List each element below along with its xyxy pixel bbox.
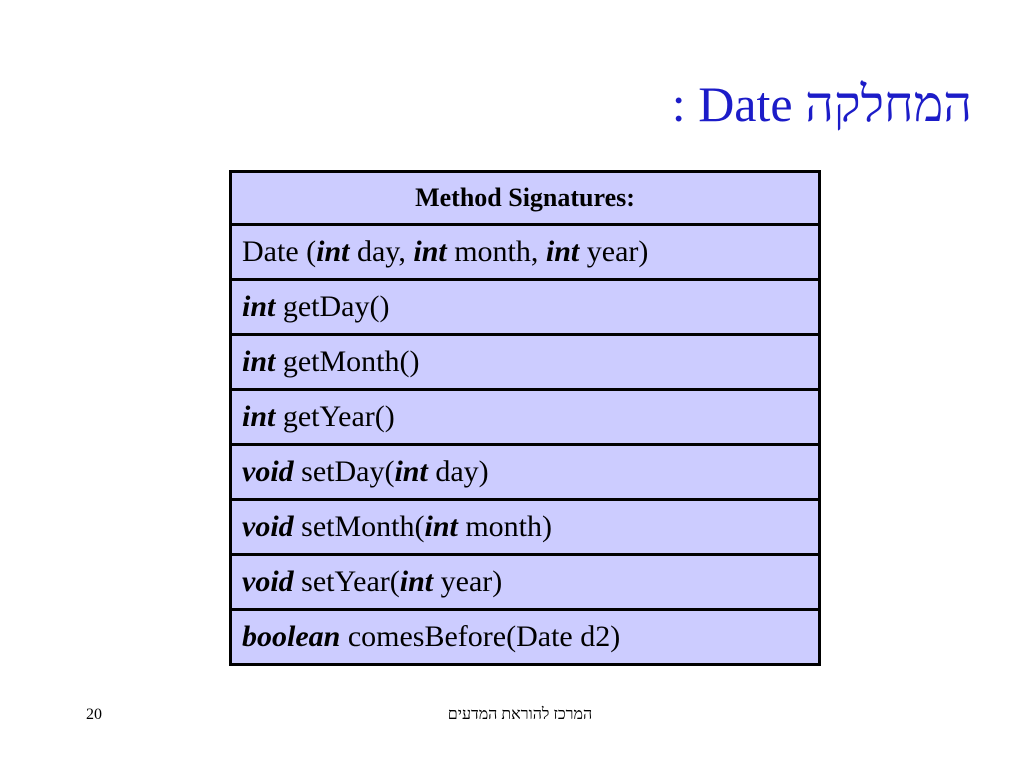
type-keyword: boolean [242,620,341,653]
method-signature-cell [231,555,820,610]
method-signature-cell [231,335,820,390]
type-keyword: void [242,455,294,488]
table-row [231,390,820,445]
type-keyword: int [424,510,458,543]
type-keyword: int [413,235,447,268]
signature-text: month) [457,510,553,543]
method-signature-cell [231,225,820,280]
signature-text: getMonth() [275,345,420,378]
signature-text: year) [433,565,503,598]
signature-text: comesBefore(Date d2) [340,620,621,653]
signature-text: Date ( [242,235,317,268]
signature-text: getYear() [275,400,395,433]
table-row [231,335,820,390]
method-signature-cell [231,610,820,665]
type-keyword: int [316,235,350,268]
type-keyword: int [242,345,276,378]
table-header-row [231,172,820,225]
method-signature-cell [231,390,820,445]
method-rows [231,225,820,665]
signature-text: month, [446,235,546,268]
type-keyword: void [242,565,294,598]
type-keyword: int [394,455,428,488]
table-row [231,610,820,665]
table-row [231,555,820,610]
table-row [231,445,820,500]
page-number: 20 [86,706,102,723]
signature-text: getDay() [275,290,390,323]
table-row [231,500,820,555]
type-keyword: int [242,290,276,323]
signature-text: setDay( [293,455,395,488]
table-header-cell: Method Signatures: [231,172,820,225]
table-row [231,225,820,280]
type-keyword: void [242,510,294,543]
table-row [231,280,820,335]
signature-text: day) [427,455,489,488]
type-keyword: int [399,565,434,598]
method-signature-cell [231,500,820,555]
footer-center-text: המרכז להוראת המדעים [447,706,593,723]
slide-title: המחלקה Date : [671,76,972,132]
signature-text: day, [349,235,414,268]
method-signature-cell [231,445,820,500]
signature-text: year) [579,235,649,268]
type-keyword: int [242,400,276,433]
signature-text: setYear( [293,565,400,598]
signature-text: setMonth( [293,510,425,543]
type-keyword: int [545,235,580,268]
method-signature-cell [231,280,820,335]
method-signatures-table [229,170,821,666]
